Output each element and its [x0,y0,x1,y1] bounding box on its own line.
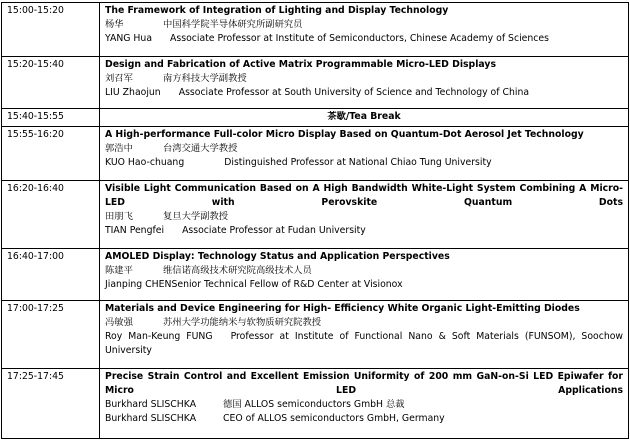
tea-break-time: 15:40-15:55 [2,109,100,127]
speaker-name-en: TIAN Pengfei [105,225,165,236]
session-details [100,3,629,57]
session-details [100,249,629,301]
speaker-name-zh: 刘召军 [105,73,133,84]
session-title: AMOLED Display: Technology Status and Application Perspectives [105,251,450,262]
session-row [2,369,629,439]
speaker-en [105,330,623,358]
speaker-name-zh: 田朋飞 [105,211,133,222]
speaker-name-zh: 郭浩中 [105,143,133,154]
speaker-name-en: YANG Hua [105,33,153,44]
session-time: 15:20-15:40 [2,57,100,109]
speaker-affiliation-zh: 维信诺高级技术研究院高级技术人员 [163,265,312,276]
speaker-affiliation-zh: 复旦大学副教授 [163,211,229,222]
session-details [100,369,629,439]
speaker-zh [105,142,623,156]
session-time: 17:00-17:25 [2,301,100,369]
speaker-en [105,412,623,426]
speaker-zh [105,18,623,32]
speaker-affiliation-en: Associate Professor at Institute of Semiconductors, Chinese Academy of Sciences [170,33,549,44]
session-row [2,249,629,301]
speaker-en [105,224,623,238]
session-title: Precise Strain Control and Excellent Emission Uniformity of 200 mm GaN-on-Si LED Epiwafer for Micro LED Applications [105,371,623,396]
speaker-affiliation-zh: 台湾交通大学教授 [163,143,238,154]
session-title: The Framework of Integration of Lighting and Display Technology [105,5,449,16]
tea-break-row [2,109,629,127]
speaker-en [105,32,623,46]
speaker-affiliation-zh: 中国科学院半导体研究所副研究员 [163,19,303,30]
session-row [2,3,629,57]
speaker-zh [105,264,623,278]
tea-break-label: 茶歇/Tea Break [100,109,629,127]
session-title: Visible Light Communication Based on A High Bandwidth White-Light System Combining A Micro-LED with Perovskite Quantum Dots [105,183,623,208]
session-row [2,57,629,109]
speaker-name-en: LIU Zhaojun [105,87,161,98]
session-details [100,127,629,181]
speaker-affiliation-en: CEO of ALLOS semiconductors GmbH, Germany [223,413,445,424]
speaker-en [105,86,623,100]
agenda-table [1,2,629,439]
session-row [2,127,629,181]
session-details [100,301,629,369]
speaker-name-zh: 陈建平 [105,265,133,276]
session-title: A High-performance Full-color Micro Display Based on Quantum-Dot Aerosol Jet Technology [105,129,584,140]
speaker-en: Jianping CHENSenior Technical Fellow of R&D Center at Visionox [105,279,403,290]
session-details [100,181,629,249]
session-time: 15:55-16:20 [2,127,100,181]
session-time: 16:20-16:40 [2,181,100,249]
session-time: 17:25-17:45 [2,369,100,439]
speaker-affiliation-zh: 苏州大学功能纳米与软物质研究院教授 [163,317,322,328]
speaker-affiliation-zh: 南方科技大学副教授 [163,73,247,84]
speaker-affiliation-en: Associate Professor at South University of Science and Technology of China [178,87,530,98]
speaker-zh [105,72,623,86]
speaker-name-en: KUO Hao-chuang [105,157,185,168]
session-row [2,181,629,249]
speaker-affiliation-en: Distinguished Professor at National Chiao Tung University [224,157,492,168]
session-time: 16:40-17:00 [2,249,100,301]
speaker-name-zh: 杨华 [105,19,124,30]
speaker-en [105,156,623,170]
speaker-zh [105,398,623,412]
session-row [2,301,629,369]
speaker-name-en: Roy Man-Keung FUNG [105,331,213,342]
session-title: Materials and Device Engineering for High- Efficiency White Organic Light-Emitting Diodes [105,303,580,314]
speaker-zh [105,316,623,330]
speaker-name-zh: 冯敏强 [105,317,133,328]
speaker-affiliation-zh: 德国 ALLOS semiconductors GmbH 总裁 [223,399,405,410]
session-details [100,57,629,109]
speaker-affiliation-en: Associate Professor at Fudan University [182,225,366,236]
session-time: 15:00-15:20 [2,3,100,57]
speaker-zh [105,210,623,224]
speaker-name-zh: Burkhard SLISCHKA [105,399,197,410]
speaker-name-en: Burkhard SLISCHKA [105,413,197,424]
session-title: Design and Fabrication of Active Matrix Programmable Micro-LED Displays [105,59,496,70]
speaker-affiliation-en: Professor at Institute of Functional Nano & Soft Materials (FUNSOM), Soochow University [105,331,623,356]
